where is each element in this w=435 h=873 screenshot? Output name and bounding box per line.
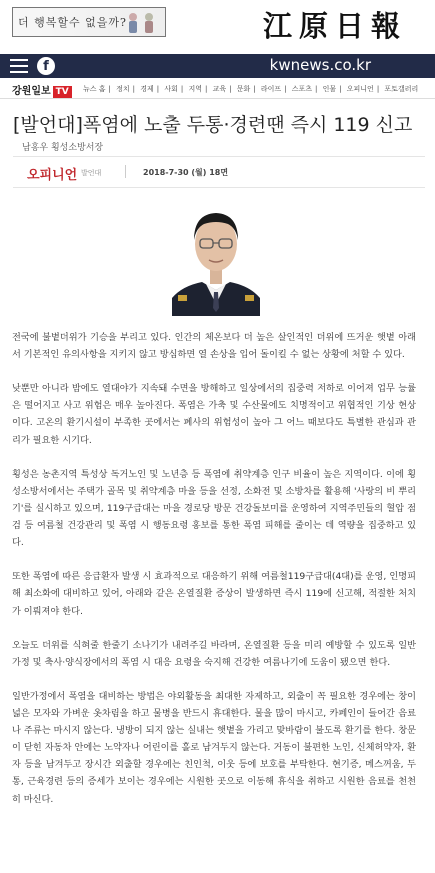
subsection-label[interactable]: 발언대 bbox=[81, 169, 102, 177]
article-paragraph: 또한 폭염에 따른 응급환자 발생 시 효과적으로 대응하기 위해 여름철119구급대(4대)를 운영, 인명피해 최소화에 대비하고 있어, 아래와 같은 온열질환 증상이 발생하면 즉시 119에 신고해, 적절한 처치가 이뤄져야 한다. bbox=[12, 571, 416, 617]
category-item[interactable]: 스포츠 bbox=[291, 85, 313, 93]
section-label[interactable]: 오피니언 bbox=[27, 168, 78, 183]
article-headline: [발언대]폭염에 노출 두통·경련땐 즉시 119 신고 bbox=[13, 114, 413, 136]
category-separator: | bbox=[156, 85, 160, 93]
article-paragraph: 낮뿐만 아니라 밤에도 열대야가 지속돼 수면을 방해하고 일상에서의 집중력 저하로 이어져 업무 능률은 떨어지고 사고 위험은 매우 높아진다. 폭염은 가축 및 수산물에도 치명적이고 위협적인 기상 현상이다. 고온의 환기시설이 부족한 곳에서는 폐사의 위험성이 높아 그 어느 때보다도 특별한 관심과 관리가 필요한 시기다. bbox=[12, 383, 416, 446]
category-item[interactable]: 문화 bbox=[236, 85, 251, 93]
banner-text: 더 행복할수 없을까? bbox=[18, 16, 127, 29]
tv-badge[interactable]: TV bbox=[53, 86, 72, 98]
article-byline: 남홍우 횡성소방서장 bbox=[22, 143, 104, 153]
category-item[interactable]: 정치 bbox=[116, 85, 130, 93]
category-item[interactable]: 오피니언 bbox=[346, 85, 374, 93]
category-item[interactable]: 사회 bbox=[164, 85, 178, 93]
brand-name: 강원일보 bbox=[12, 86, 51, 97]
category-separator: | bbox=[132, 85, 135, 93]
author-photo bbox=[172, 200, 260, 316]
category-separator: | bbox=[376, 85, 380, 93]
top-header bbox=[0, 0, 435, 44]
hamburger-icon[interactable] bbox=[10, 59, 28, 73]
category-separator: | bbox=[108, 85, 111, 93]
navigation-bar bbox=[0, 54, 435, 78]
category-separator: | bbox=[180, 85, 184, 93]
category-item[interactable]: 뉴스 홈 bbox=[83, 85, 106, 93]
article-paragraph: 일반가정에서 폭염을 대비하는 방법은 야외활동을 최대한 자제하고, 외출이 꼭 필요한 경우에는 창이 넓은 모자와 가벼운 옷차림을 하고 물병을 반드시 휴대한다. 물을 많이 마시고, 카페인이 들어간 음료나 주류는 마시지 않는다. 냉방이 되지 않는 실내는 햇볕을 가리고 맞바람이 불도록 환기를 한다. 창문이 닫힌 자동차 안에는 노약자나 어린이를 홀로 남겨두지 않는다. 거동이 불편한 노인, 신체허약자, 환자 등을 남겨두고 장시간 외출할 경우에는 친인척, 이웃 등에 보호를 부탁한다. 현기증, 메스꺼움, 두통, 근육경련 등의 증세가 보이는 경우에는 시원한 곳으로 이동해 휴식을 취하고 시원한 음료를 천천히 마신다. bbox=[12, 690, 416, 805]
promo-banner[interactable] bbox=[12, 7, 166, 37]
category-separator: | bbox=[229, 85, 232, 93]
site-url[interactable]: kwnews.co.kr bbox=[269, 56, 371, 74]
category-item[interactable]: 지역 bbox=[188, 85, 203, 93]
banner-illustration bbox=[123, 11, 161, 34]
article-paragraph: 전국에 불볕더위가 기승을 부리고 있다. 인간의 체온보다 더 높은 살인적인 더위에 뜨거운 햇볕 아래서 기본적인 유의사항을 지키지 않고 방심하면 열 손상을 입어 돌이킬 수 없는 상황에 처할 수 있다. bbox=[12, 332, 416, 361]
category-separator: | bbox=[339, 85, 342, 93]
category-item[interactable]: 교육 bbox=[212, 85, 227, 93]
facebook-icon[interactable]: f bbox=[37, 57, 55, 75]
publish-date: 2018-7-30 (월) 18면 bbox=[143, 168, 229, 177]
article-paragraph: 오늘도 더위를 식혀줄 한줄기 소나기가 내려주길 바라며, 온열질환 등을 미리 예방할 수 있도록 일반가정 및 축사·양식장에서의 폭염 시 대응 요령을 숙지해 건강한 여름나기에 도움이 됐으면 한다. bbox=[12, 639, 416, 668]
category-separator: | bbox=[315, 85, 318, 93]
meta-divider bbox=[125, 165, 126, 178]
brand-link[interactable] bbox=[12, 82, 72, 98]
article-paragraph: 횡성은 농촌지역 특성상 독거노인 및 노년층 등 폭염에 취약계층 인구 비율이 높은 지역이다. 이에 횡성소방서에서는 주택가 골목 및 취약계층 마을 등을 선정, 소화전 및 소방차를 활용해 '사랑의 비 뿌리기'를 실시하고 있으며, 119구급대는 마을 경로당 방문 건강돌보미를 운영하여 지역주민들의 혈압 점검 등 여름철 건강관리 및 폭염 시 행동요령 홍보를 통한 폭염 피해를 줄이는 데 역량을 집중하고 있다. bbox=[12, 468, 416, 549]
category-separator: | bbox=[205, 85, 208, 93]
category-item[interactable]: 인물 bbox=[322, 85, 337, 93]
author-portrait-illustration bbox=[172, 200, 260, 316]
category-menu bbox=[83, 84, 421, 94]
category-item[interactable]: 경제 bbox=[140, 85, 154, 93]
newspaper-logo[interactable]: 江原日報 bbox=[262, 9, 407, 43]
article-body bbox=[12, 329, 416, 825]
category-separator: | bbox=[253, 85, 256, 93]
category-bar bbox=[0, 80, 435, 99]
article-meta bbox=[13, 156, 425, 188]
category-item[interactable]: 라이프 bbox=[260, 85, 282, 93]
category-item[interactable]: 포토갤러리 bbox=[384, 85, 419, 93]
category-separator: | bbox=[284, 85, 287, 93]
